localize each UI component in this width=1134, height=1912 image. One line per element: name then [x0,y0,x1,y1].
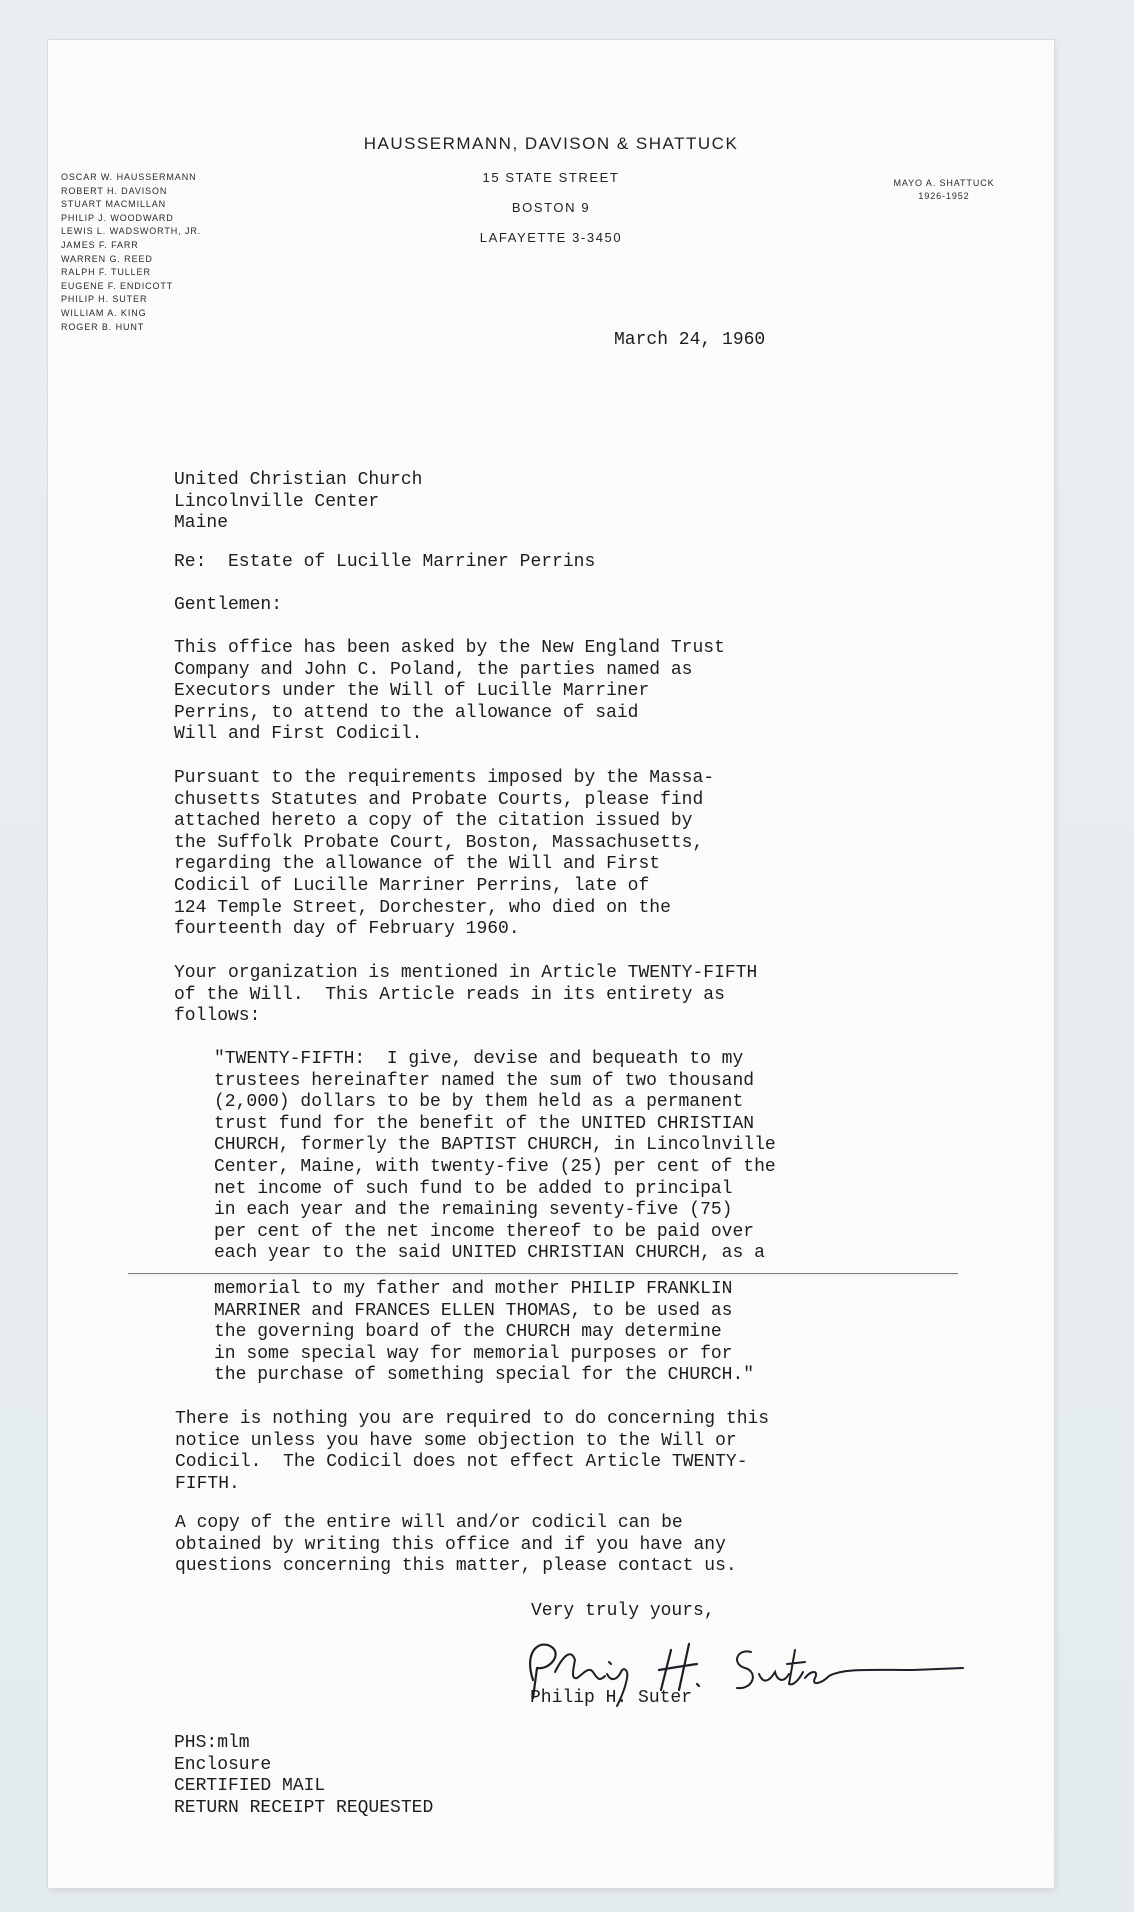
paragraph-2: Pursuant to the requirements imposed by the Massa- chusetts Statutes and Probate Courts, please find attached hereto a copy of the citation issued by the Suffolk Probate Court, Boston, Massachusetts, regarding the allowance of the Will and First Codicil of Lucille Marriner Perrins, late of 124 Temple Street, Dorchester, who died on the fourteenth day of February 1960. [174,768,715,940]
complimentary-close: Very truly yours, [531,1601,715,1621]
partner-name: RALPH F. TULLER [61,267,151,278]
partner-name: EUGENE F. ENDICOTT [61,280,174,291]
firm-name: HAUSSERMANN, DAVISON & SHATTUCK [363,134,739,153]
paragraph-1: This office has been asked by the New England Trust Company and John C. Poland, the parties named as Executors under the Will of Lucille Marriner Perrins, to attend to the allowance of said Will and First Codicil. [174,638,725,745]
partner-list [61,171,201,334]
partner-name: ROGER B. HUNT [61,321,145,332]
paragraph-3: Your organization is mentioned in Article TWENTY-FIFTH of the Will. This Article reads in its entirety as follows: [174,963,758,1027]
partner-name: WILLIAM A. KING [61,307,147,318]
paste-up-shadow [128,1274,958,1278]
memorial-years: 1926-1952 [918,191,970,201]
memorial-note [882,177,1006,203]
partner-name: LEWIS L. WADSWORTH, JR. [61,226,202,237]
firm-phone: LAFAYETTE 3-3450 [479,230,623,245]
partner-name: OSCAR W. HAUSSERMANN [61,172,197,182]
partner-name: ROBERT H. DAVISON [61,185,168,196]
memorial-name: MAYO A. SHATTUCK [893,178,995,188]
letter-sheet [48,40,1054,1888]
partner-name: JAMES F. FARR [61,239,139,250]
partner-name: WARREN G. REED [61,253,153,264]
paragraph-5: A copy of the entire will and/or codicil can be obtained by writing this office and if you have any questions concerning this matter, please contact us. [175,1513,737,1577]
quoted-article-part-1: "TWENTY-FIFTH: I give, devise and bequeath to my trustees hereinafter named the sum of two thousand (2,000) dollars to be by them held as a permanent trust fund for the benefit of the UNITED CHRISTIAN CHURCH, formerly the BAPTIST CHURCH, in Lincolnville Center, Maine, with twenty-five (25) per cent of the net income of such fund to be added to principal in each year and the remaining seventy-five (75) per cent of the net income thereof to be paid over each year to the said UNITED CHRISTIAN CHURCH, as a [214,1049,776,1264]
quoted-article-part-2: memorial to my father and mother PHILIP FRANKLIN MARRINER and FRANCES ELLEN THOMAS, to be used as the governing board of the CHURCH may determine in some special way for memorial purposes or for the purchase of something special for the CHURCH." [214,1279,755,1386]
salutation: Gentlemen: [174,595,283,615]
firm-street: 15 STATE STREET [482,170,620,185]
recipient-address: United Christian Church Lincolnville Center Maine [174,470,423,534]
partner-name: STUART MACMILLAN [61,199,167,210]
firm-city: BOSTON 9 [511,200,591,215]
letter-date: March 24, 1960 [614,330,766,350]
paragraph-4: There is nothing you are required to do concerning this notice unless you have some objection to the Will or Codicil. The Codicil does not effect Article TWENTY- FIFTH. [175,1409,770,1494]
reference-and-enclosure-notes: PHS:mlm Enclosure CERTIFIED MAIL RETURN RECEIPT REQUESTED [174,1733,434,1818]
partner-name: PHILIP J. WOODWARD [61,212,174,223]
subject-line: Re: Estate of Lucille Marriner Perrins [174,552,596,572]
signer-name: Philip H. Suter [530,1688,693,1708]
partner-name: PHILIP H. SUTER [61,294,148,305]
